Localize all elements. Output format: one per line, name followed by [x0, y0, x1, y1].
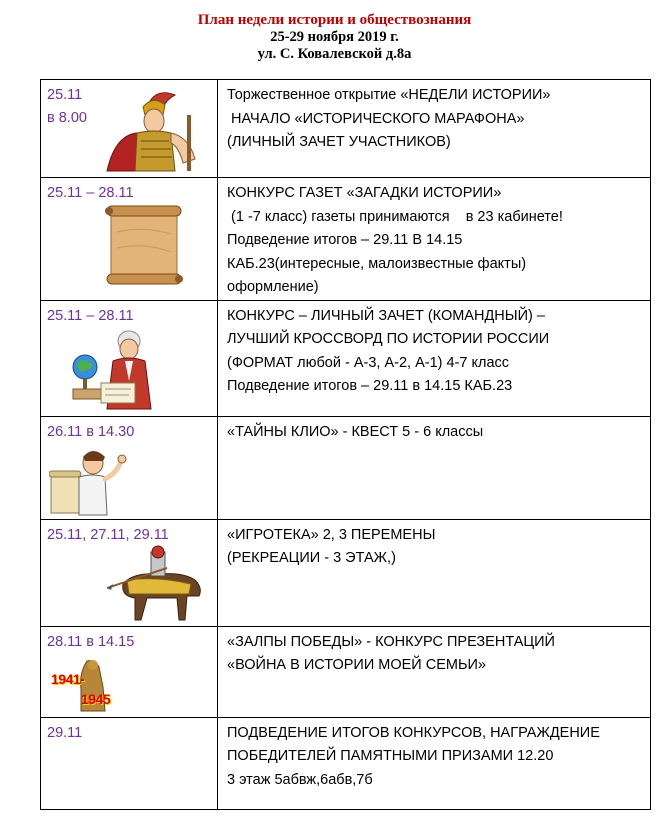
event-date: 25.11 в 8.00	[47, 87, 87, 126]
event-description: Торжественное открытие «НЕДЕЛИ ИСТОРИИ» НАЧАЛО «ИСТОРИЧЕСКОГО МАРАФОНА» (ЛИЧНЫЙ ЗАЧЕТ УЧАСТНИКОВ)	[218, 80, 651, 178]
date-cell	[41, 717, 218, 809]
event-description: «ЗАЛПЫ ПОБЕДЫ» - КОНКУРС ПРЕЗЕНТАЦИЙ «ВОЙНА В ИСТОРИИ МОЕЙ СЕМЬИ»	[218, 626, 651, 717]
scholar-globe-icon	[71, 325, 167, 411]
page-title: План недели истории и обществознания	[197, 12, 472, 28]
page-header	[0, 12, 669, 63]
date-cell	[41, 626, 218, 717]
event-date: 26.11 в 14.30	[47, 423, 135, 440]
roman-soldier-icon	[97, 85, 207, 173]
schedule-row	[41, 519, 651, 626]
address: ул. С. Ковалевской д.8а	[257, 46, 412, 62]
date-cell	[41, 300, 218, 416]
herald-scroll-icon	[49, 445, 131, 517]
schedule-row	[41, 178, 651, 301]
event-date: 25.11 – 28.11	[47, 307, 134, 324]
event-date: 25.11, 27.11, 29.11	[47, 526, 169, 543]
event-description: «ИГРОТЕКА» 2, 3 ПЕРЕМЕНЫ (РЕКРЕАЦИИ - 3 ЭТАЖ,)	[218, 519, 651, 626]
date-cell	[41, 80, 218, 178]
schedule-table	[40, 79, 651, 810]
schedule-row	[41, 717, 651, 809]
event-description: «ТАЙНЫ КЛИО» - КВЕСТ 5 - 6 классы	[218, 416, 651, 519]
event-date: 25.11 – 28.11	[47, 185, 134, 201]
scroll-icon	[103, 202, 187, 290]
event-description: КОНКУРС ГАЗЕТ «ЗАГАДКИ ИСТОРИИ» (1 -7 класс) газеты принимаются в 23 кабинете! Подведение итогов – 29.11 В 14.15 КАБ.23(интересные, малоизвестные факты) оформление)	[218, 178, 651, 301]
date-range: 25-29 ноября 2019 г.	[270, 29, 399, 45]
date-cell	[41, 519, 218, 626]
victory-1941-1945-icon: 1941- 1945	[51, 657, 123, 713]
schedule-row	[41, 300, 651, 416]
schedule-row	[41, 416, 651, 519]
schedule-row	[41, 626, 651, 717]
date-cell	[41, 178, 218, 301]
event-date: 28.11 в 14.15	[47, 633, 135, 650]
event-date: 29.11	[47, 724, 83, 741]
schedule-row	[41, 80, 651, 178]
event-description: ПОДВЕДЕНИЕ ИТОГОВ КОНКУРСОВ, НАГРАЖДЕНИЕ ПОБЕДИТЕЛЕЙ ПАМЯТНЫМИ ПРИЗАМИ 12.20 3 этаж 5абвж,6абв,7б	[218, 717, 651, 809]
knight-on-horse-icon	[107, 544, 209, 624]
event-description: КОНКУРС – ЛИЧНЫЙ ЗАЧЕТ (КОМАНДНЫЙ) – ЛУЧШИЙ КРОССВОРД ПО ИСТОРИИ РОССИИ (ФОРМАТ любой - А-3, А-2, А-1) 4-7 класс Подведение итогов – 29.11 в 14.15 КАБ.23	[218, 300, 651, 416]
date-cell	[41, 416, 218, 519]
